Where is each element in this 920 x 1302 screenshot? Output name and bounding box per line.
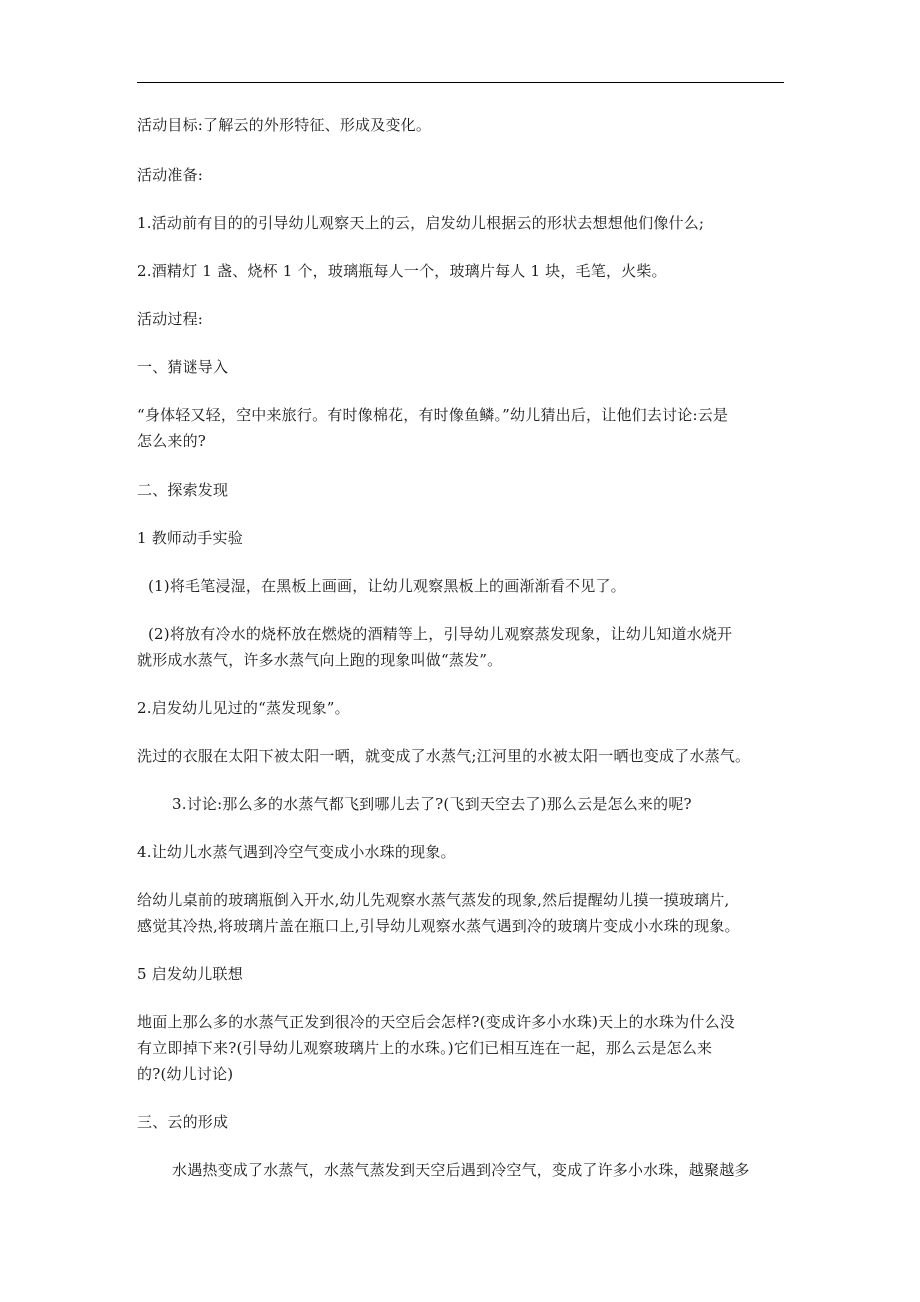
step-4-text-line-2: 感觉其冷热,将玻璃片盖在瓶口上,引导幼儿观察水蒸气遇到冷的玻璃片变成小水珠的现象。 — [137, 917, 740, 935]
step-2-heading: 2.启发幼儿见过的“蒸发现象”。 — [137, 699, 350, 717]
section-heading-2: 二、探索发现 — [137, 481, 229, 499]
step-5-text-line-1: 地面上那么多的水蒸气正发到很冷的天空后会怎样?(变成许多小水珠)天上的水珠为什么没 — [137, 1013, 735, 1031]
step-5-text-line-3: 的?(幼儿讨论) — [137, 1065, 234, 1083]
activity-goal: 活动目标:了解云的外形特征、形成及变化。 — [137, 116, 432, 134]
step-2-text: 洗过的衣服在太阳下被太阳一晒，就变成了水蒸气;江河里的水被太阳一晒也变成了水蒸气。 — [137, 747, 751, 765]
step-3-text: 3.讨论:那么多的水蒸气都飞到哪儿去了?(飞到天空去了)那么云是怎么来的呢? — [172, 795, 692, 813]
step-1-heading: 1 教师动手实验 — [137, 529, 243, 547]
step-1-b-line-1: (2)将放有冷水的烧杯放在燃烧的酒精等上，引导幼儿观察蒸发现象，让幼儿知道水烧开 — [148, 625, 733, 643]
step-4-heading: 4.让幼儿水蒸气遇到冷空气变成小水珠的现象。 — [137, 843, 456, 861]
prep-item-2: 2.酒精灯 1 盏、烧杯 1 个，玻璃瓶每人一个，玻璃片每人 1 块，毛笔，火柴。 — [137, 262, 667, 280]
riddle-line-1: “身体轻又轻，空中来旅行。有时像棉花，有时像鱼鳞。”幼儿猜出后，让他们去讨论:云是 — [137, 406, 729, 424]
riddle-line-2: 怎么来的? — [137, 432, 207, 450]
step-5-text-line-2: 有立即掉下来?(引导幼儿观察玻璃片上的水珠。)它们已相互连在一起，那么云是怎么来 — [137, 1039, 713, 1057]
step-1-a: (1)将毛笔浸湿，在黑板上画画，让幼儿观察黑板上的画渐渐看不见了。 — [148, 577, 626, 595]
prep-item-1: 1.活动前有目的的引导幼儿观察天上的云，启发幼儿根据云的形状去想想他们像什么; — [137, 214, 705, 232]
section-heading-3: 三、云的形成 — [137, 1113, 229, 1131]
prep-heading: 活动准备: — [137, 166, 204, 184]
formation-text: 水遇热变成了水蒸气，水蒸气蒸发到天空后遇到冷空气，变成了许多小水珠，越聚越多 — [172, 1161, 750, 1179]
header-rule — [137, 82, 784, 83]
step-1-b-line-2: 就形成水蒸气，许多水蒸气向上跑的现象叫做“蒸发”。 — [137, 651, 503, 669]
step-4-text-line-1: 给幼儿桌前的玻璃瓶倒入开水,幼儿先观察水蒸气蒸发的现象,然后提醒幼儿摸一摸玻璃片, — [137, 891, 730, 909]
process-heading: 活动过程: — [137, 310, 204, 328]
section-heading-1: 一、猜谜导入 — [137, 358, 229, 376]
step-5-heading: 5 启发幼儿联想 — [137, 965, 243, 983]
